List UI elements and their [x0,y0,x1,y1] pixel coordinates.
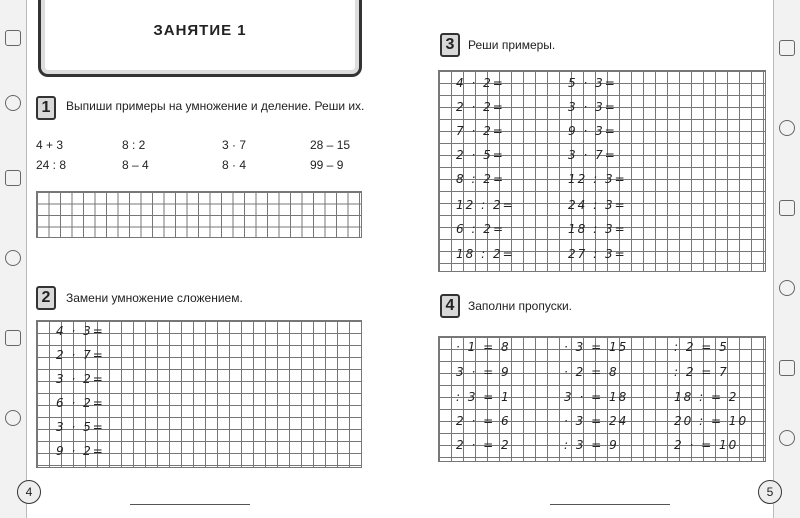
task-number-badge: 4 [440,294,460,318]
doodle-icon [5,410,21,426]
left-doodle-border [0,0,27,518]
footer-doodle-icon [130,492,250,505]
footer-doodle-icon [550,492,670,505]
task3-item: 27 : 3= [568,247,627,261]
task3-item: 9 · 3= [568,124,617,138]
task3-item: 8 : 2= [456,172,505,186]
task3-item: 12 : 2= [456,198,515,212]
doodle-icon [5,250,21,266]
task4-item: 2 · = 6 [456,414,511,428]
task4-item: · 3 = 15 [564,340,629,354]
task3-item: 2 · 5= [456,148,505,162]
task1-example: 3 · 7 [222,138,247,152]
task4-item: 3 · = 9 [456,365,511,379]
task1-example: 8 – 4 [122,158,149,172]
task1-example: 28 – 15 [310,138,351,152]
doodle-icon [779,360,795,376]
task1-example: 4 + 3 [36,138,64,152]
doodle-icon [5,95,21,111]
task-number-badge: 3 [440,33,460,57]
task4-item: : 2 = 7 [674,365,729,379]
title-frame [38,0,362,77]
task3-item: 18 : 3= [568,222,627,236]
task4-item: : 2 = 5 [674,340,729,354]
task3-item: 3 · 3= [568,100,617,114]
task-number-badge: 1 [36,96,56,120]
doodle-icon [779,200,795,216]
task1-example: 24 : 8 [36,158,67,172]
task4-item: · 2 = 8 [564,365,619,379]
task4-item: : 3 = 1 [456,390,511,404]
doodle-icon [779,40,795,56]
task1-answer-grid[interactable] [36,191,362,238]
task1-example: 8 · 4 [222,158,247,172]
task3-item: 3 · 7= [568,148,617,162]
task3-item: 2 · 2= [456,100,505,114]
task-number-badge: 2 [36,286,56,310]
doodle-icon [5,170,21,186]
task2-instruction: Замени умножение сложением. [66,291,243,305]
task3-item: 5 · 3= [568,76,617,90]
task4-item: : 3 = 9 [564,438,619,452]
task1-example: 8 : 2 [122,138,146,152]
right-doodle-border [773,0,800,518]
task4-instruction: Заполни пропуски. [468,299,572,313]
page-title: ЗАНЯТИЕ 1 [153,22,247,39]
right-page [400,0,800,518]
task3-item: 6 : 2= [456,222,505,236]
page-number: 5 [758,480,782,504]
task2-item: 6 · 2= [56,396,105,410]
doodle-icon [779,280,795,296]
doodle-icon [5,30,21,46]
task4-item: 2 · = 10 [674,438,739,452]
task1-example: 99 – 9 [310,158,344,172]
doodle-icon [779,120,795,136]
task3-item: 7 · 2= [456,124,505,138]
task2-item: 9 · 2= [56,444,105,458]
task3-item: 12 : 3= [568,172,627,186]
task4-item: 2 · = 2 [456,438,511,452]
task2-item: 4 · 3= [56,324,105,338]
task3-item: 24 : 3= [568,198,627,212]
task2-item: 2 · 7= [56,348,105,362]
task2-item: 3 · 5= [56,420,105,434]
doodle-icon [779,430,795,446]
task4-item: 20 : = 10 [674,414,749,428]
task3-item: 18 : 2= [456,247,515,261]
doodle-icon [5,330,21,346]
task4-item: 18 : = 2 [674,390,739,404]
task4-item: 3 · = 18 [564,390,629,404]
task3-instruction: Реши примеры. [468,38,556,52]
task3-item: 4 · 2= [456,76,505,90]
task4-item: · 3 = 24 [564,414,629,428]
task2-item: 3 · 2= [56,372,105,386]
task4-item: · 1 = 8 [456,340,511,354]
task1-instruction: Выпиши примеры на умножение и деление. Реши их. [66,99,365,113]
page-number: 4 [17,480,41,504]
